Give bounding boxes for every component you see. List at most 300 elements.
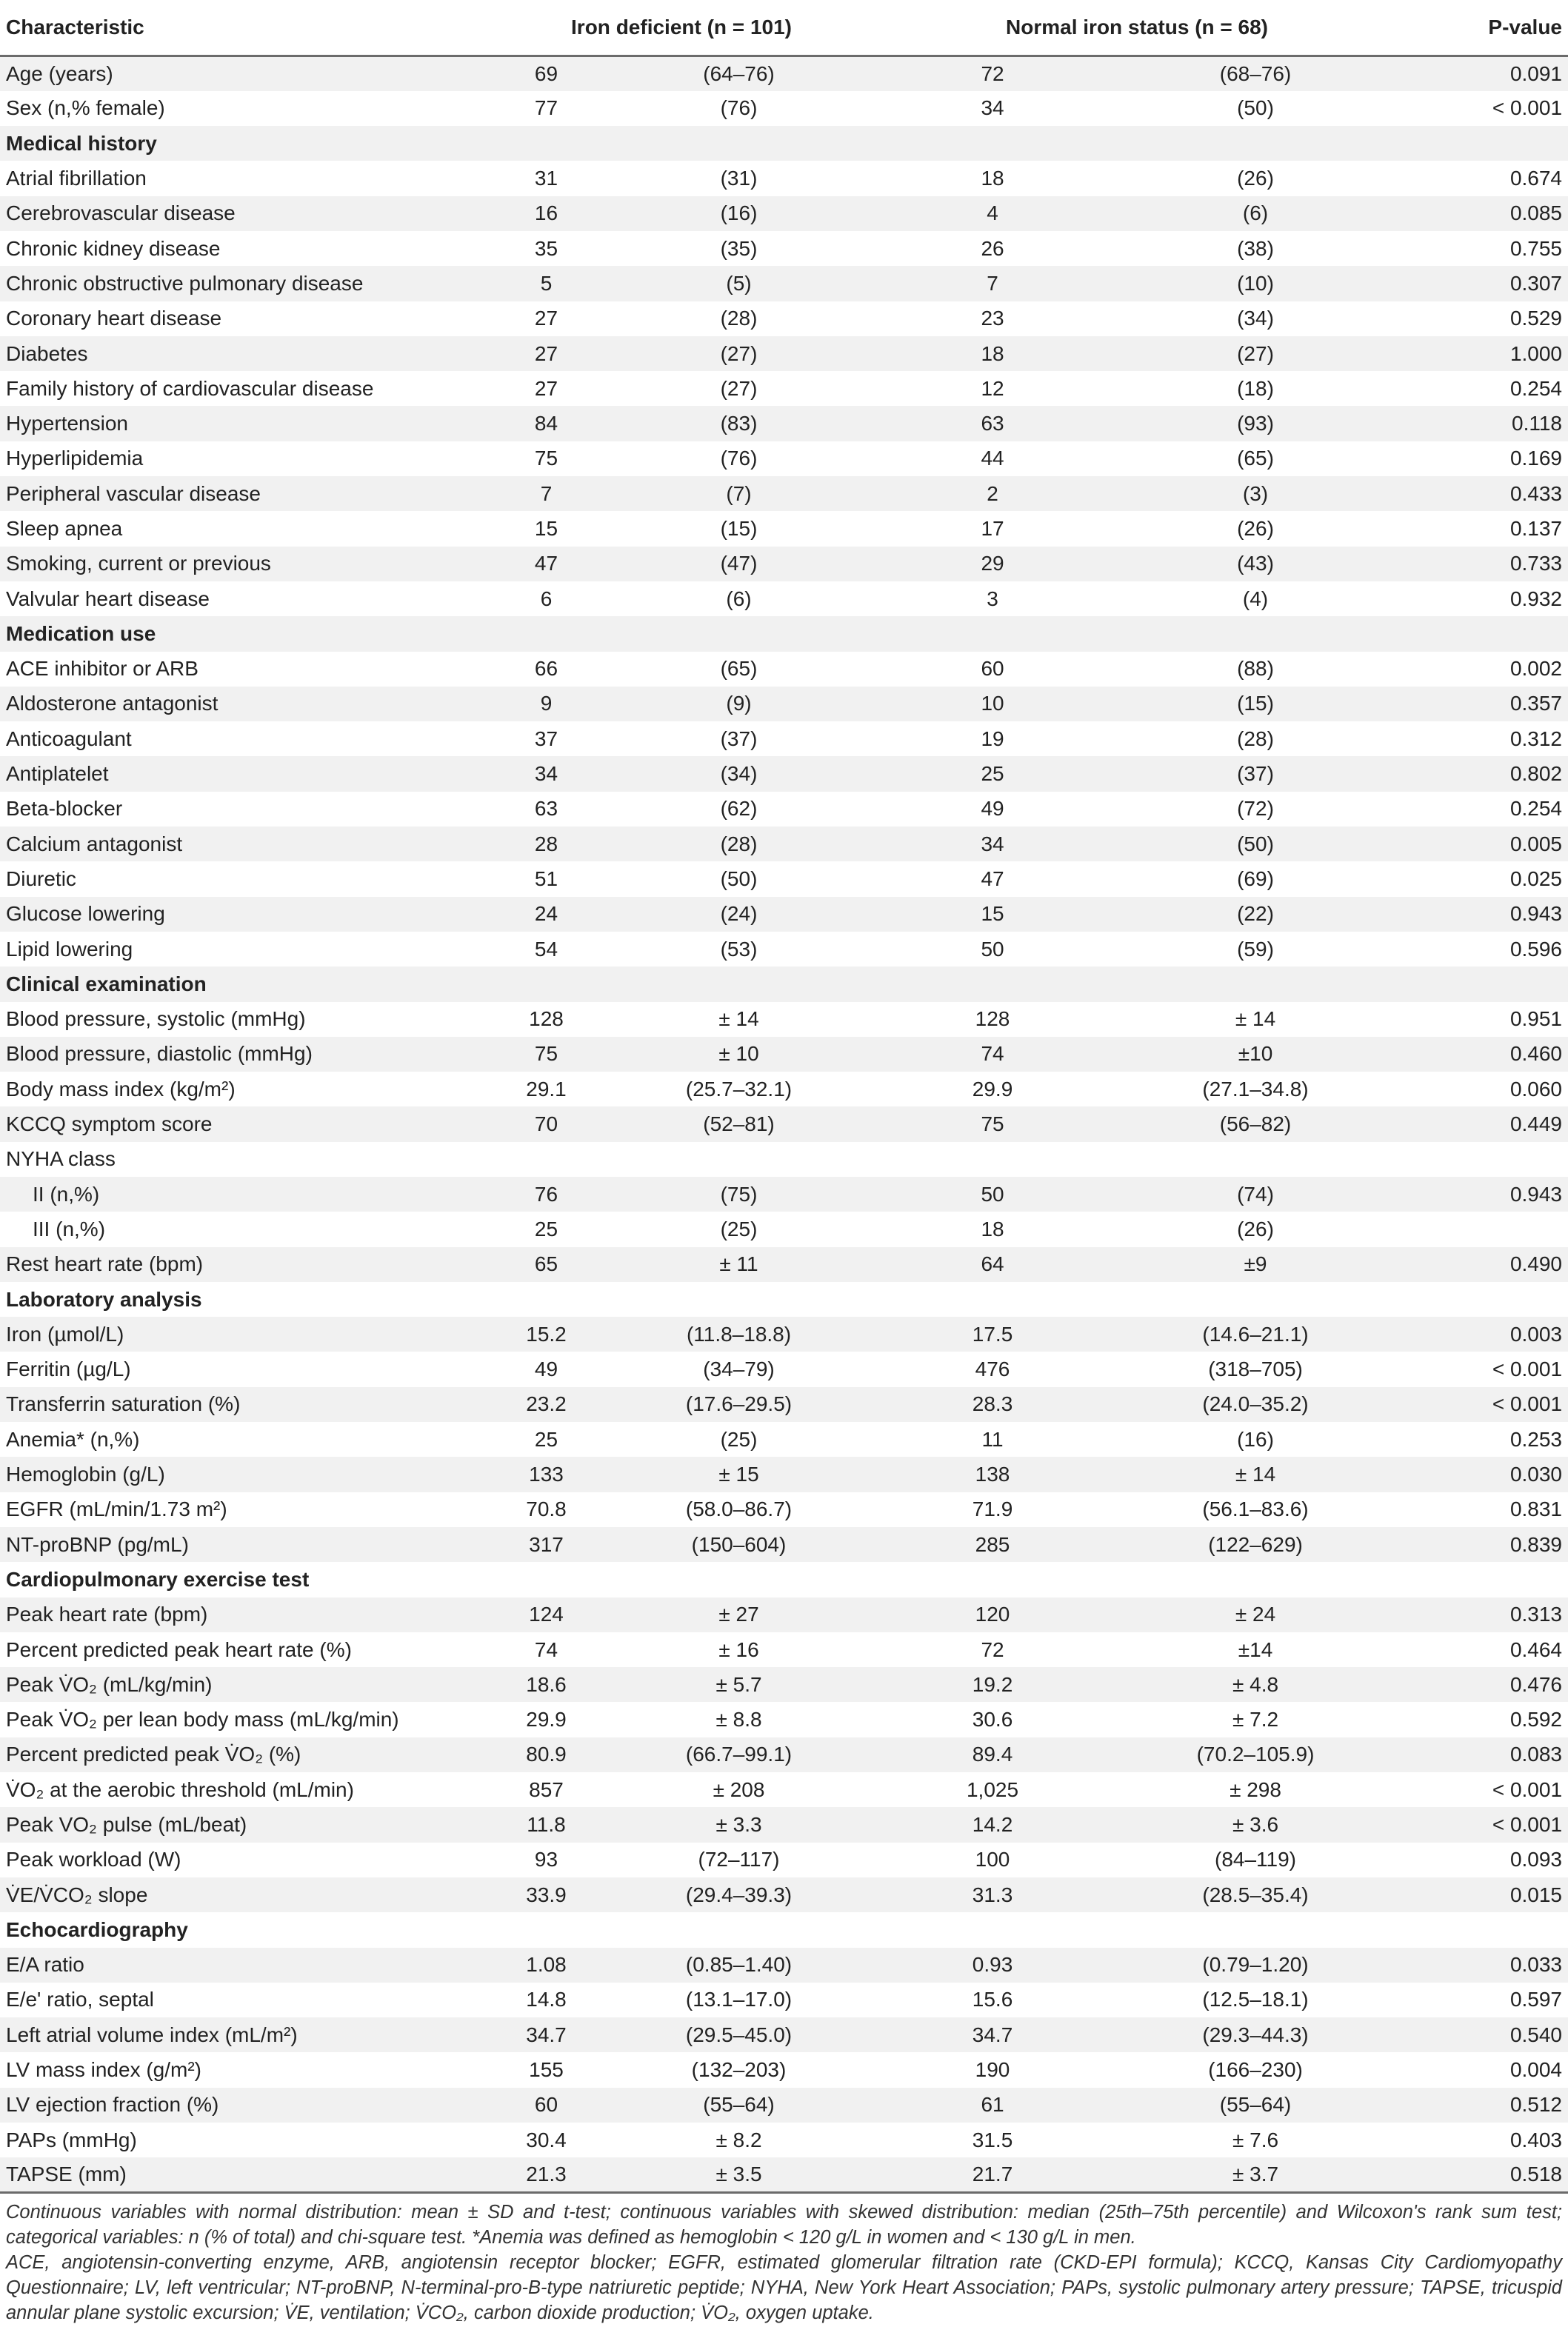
iron-deficient-value: 25: [489, 1422, 604, 1457]
row-label: NYHA class: [0, 1142, 489, 1177]
table-row: [0, 1737, 1568, 1772]
iron-deficient-spread: (58.0–86.7): [604, 1492, 874, 1527]
normal-iron-spread: ±9: [1111, 1247, 1400, 1282]
row-label: Medical history: [0, 126, 489, 161]
table-row: [0, 1212, 1568, 1246]
iron-deficient-spread: (47): [604, 547, 874, 581]
header-iron-deficient: Iron deficient (n = 101): [489, 0, 874, 56]
iron-deficient-spread: (34–79): [604, 1352, 874, 1386]
iron-deficient-spread: (9): [604, 687, 874, 721]
table-row: [0, 1247, 1568, 1282]
table-row: [0, 2157, 1568, 2192]
p-value: 0.004: [1400, 2052, 1568, 2087]
normal-iron-value: 49: [874, 792, 1111, 827]
p-value: 1.000: [1400, 336, 1568, 371]
iron-deficient-value: 75: [489, 1037, 604, 1072]
iron-deficient-value: 124: [489, 1597, 604, 1632]
normal-iron-value: 17: [874, 511, 1111, 546]
iron-deficient-value: 9: [489, 687, 604, 721]
iron-deficient-value: 63: [489, 792, 604, 827]
iron-deficient-spread: ± 8.8: [604, 1702, 874, 1737]
row-label: EGFR (mL/min/1.73 m²): [0, 1492, 489, 1527]
normal-iron-spread: (28): [1111, 721, 1400, 756]
normal-iron-spread: (24.0–35.2): [1111, 1387, 1400, 1422]
normal-iron-value: 3: [874, 581, 1111, 616]
iron-deficient-spread: (66.7–99.1): [604, 1737, 874, 1772]
iron-deficient-spread: (75): [604, 1177, 874, 1212]
iron-deficient-spread: (62): [604, 792, 874, 827]
iron-deficient-value: 69: [489, 56, 604, 91]
iron-deficient-value: 29.9: [489, 1702, 604, 1737]
normal-iron-value: 18: [874, 336, 1111, 371]
row-label: Left atrial volume index (mL/m²): [0, 2017, 489, 2052]
row-label: Chronic kidney disease: [0, 231, 489, 266]
iron-deficient-value: 35: [489, 231, 604, 266]
table-row: [0, 1457, 1568, 1492]
row-label: Diuretic: [0, 861, 489, 896]
iron-deficient-value: 29.1: [489, 1072, 604, 1106]
table-row: [0, 1142, 1568, 1177]
row-label: Coronary heart disease: [0, 301, 489, 336]
p-value: 0.015: [1400, 1877, 1568, 1912]
normal-iron-value: 138: [874, 1457, 1111, 1492]
row-label: E/A ratio: [0, 1948, 489, 1983]
iron-deficient-spread: (25): [604, 1212, 874, 1246]
row-label: Peak V̇O₂ (mL/kg/min): [0, 1667, 489, 1702]
section-row: [0, 1562, 1568, 1597]
row-label: Medication use: [0, 616, 489, 651]
iron-deficient-value: 128: [489, 1002, 604, 1037]
table-footnote: [0, 2194, 1568, 2325]
normal-iron-value: 34: [874, 91, 1111, 126]
table-row: [0, 1177, 1568, 1212]
normal-iron-value: 29.9: [874, 1072, 1111, 1106]
table-row: [0, 2123, 1568, 2157]
table-row: [0, 1072, 1568, 1106]
row-label: Percent predicted peak heart rate (%): [0, 1632, 489, 1667]
p-value: [1400, 1282, 1568, 1317]
p-value: 0.085: [1400, 196, 1568, 231]
iron-deficient-spread: [604, 1142, 874, 1177]
normal-iron-spread: (27.1–34.8): [1111, 1072, 1400, 1106]
row-label: Glucose lowering: [0, 897, 489, 932]
normal-iron-spread: ± 7.6: [1111, 2123, 1400, 2157]
normal-iron-value: 64: [874, 1247, 1111, 1282]
normal-iron-spread: (4): [1111, 581, 1400, 616]
normal-iron-spread: ± 14: [1111, 1457, 1400, 1492]
normal-iron-value: [874, 1912, 1111, 1947]
iron-deficient-spread: ± 27: [604, 1597, 874, 1632]
normal-iron-spread: (12.5–18.1): [1111, 1983, 1400, 2017]
row-label: Cerebrovascular disease: [0, 196, 489, 231]
table-row: [0, 1317, 1568, 1352]
p-value: 0.674: [1400, 161, 1568, 196]
iron-deficient-value: 24: [489, 897, 604, 932]
iron-deficient-value: 27: [489, 371, 604, 406]
iron-deficient-value: 18.6: [489, 1667, 604, 1702]
normal-iron-spread: (166–230): [1111, 2052, 1400, 2087]
iron-deficient-spread: (29.4–39.3): [604, 1877, 874, 1912]
table-row: [0, 547, 1568, 581]
iron-deficient-spread: (37): [604, 721, 874, 756]
iron-deficient-spread: [604, 1912, 874, 1947]
normal-iron-spread: (26): [1111, 161, 1400, 196]
p-value: 0.060: [1400, 1072, 1568, 1106]
table-row: [0, 336, 1568, 371]
iron-deficient-value: 77: [489, 91, 604, 126]
p-value: 0.596: [1400, 932, 1568, 966]
normal-iron-value: 14.2: [874, 1807, 1111, 1842]
normal-iron-value: 285: [874, 1527, 1111, 1562]
iron-deficient-spread: (27): [604, 336, 874, 371]
iron-deficient-spread: ± 14: [604, 1002, 874, 1037]
iron-deficient-value: 27: [489, 336, 604, 371]
normal-iron-spread: (65): [1111, 441, 1400, 476]
row-label: Iron (µmol/L): [0, 1317, 489, 1352]
normal-iron-spread: (0.79–1.20): [1111, 1948, 1400, 1983]
normal-iron-spread: [1111, 1282, 1400, 1317]
p-value: 0.464: [1400, 1632, 1568, 1667]
normal-iron-spread: (318–705): [1111, 1352, 1400, 1386]
normal-iron-spread: (74): [1111, 1177, 1400, 1212]
row-label: Rest heart rate (bpm): [0, 1247, 489, 1282]
iron-deficient-value: 28: [489, 827, 604, 861]
p-value: < 0.001: [1400, 1387, 1568, 1422]
normal-iron-value: 75: [874, 1106, 1111, 1141]
normal-iron-spread: [1111, 966, 1400, 1001]
p-value: 0.118: [1400, 406, 1568, 441]
normal-iron-value: 26: [874, 231, 1111, 266]
table-row: [0, 1632, 1568, 1667]
row-label: NT-proBNP (pg/mL): [0, 1527, 489, 1562]
p-value: 0.005: [1400, 827, 1568, 861]
header-characteristic: Characteristic: [0, 0, 489, 56]
iron-deficient-value: 15: [489, 511, 604, 546]
p-value: 0.025: [1400, 861, 1568, 896]
table-row: [0, 1843, 1568, 1877]
normal-iron-value: 34: [874, 827, 1111, 861]
iron-deficient-spread: (17.6–29.5): [604, 1387, 874, 1422]
table-row: [0, 1106, 1568, 1141]
row-label: Anticoagulant: [0, 721, 489, 756]
iron-deficient-value: 70.8: [489, 1492, 604, 1527]
iron-deficient-spread: (7): [604, 476, 874, 511]
row-label: Smoking, current or previous: [0, 547, 489, 581]
section-row: [0, 1282, 1568, 1317]
row-label: Cardiopulmonary exercise test: [0, 1562, 489, 1597]
table-row: [0, 1002, 1568, 1037]
row-label: Peak V̇O₂ per lean body mass (mL/kg/min): [0, 1702, 489, 1737]
row-label: Hemoglobin (g/L): [0, 1457, 489, 1492]
normal-iron-spread: (55–64): [1111, 2088, 1400, 2123]
table-row: [0, 476, 1568, 511]
normal-iron-spread: ± 298: [1111, 1772, 1400, 1807]
iron-deficient-spread: (76): [604, 441, 874, 476]
iron-deficient-spread: (76): [604, 91, 874, 126]
iron-deficient-spread: (6): [604, 581, 874, 616]
table-body: [0, 56, 1568, 2193]
p-value: < 0.001: [1400, 91, 1568, 126]
iron-deficient-spread: (31): [604, 161, 874, 196]
normal-iron-value: 120: [874, 1597, 1111, 1632]
iron-deficient-spread: (28): [604, 301, 874, 336]
normal-iron-value: 18: [874, 161, 1111, 196]
normal-iron-value: 25: [874, 756, 1111, 791]
iron-deficient-spread: (52–81): [604, 1106, 874, 1141]
normal-iron-value: 12: [874, 371, 1111, 406]
p-value: 0.083: [1400, 1737, 1568, 1772]
iron-deficient-spread: (35): [604, 231, 874, 266]
iron-deficient-spread: (132–203): [604, 2052, 874, 2087]
p-value: 0.033: [1400, 1948, 1568, 1983]
p-value: [1400, 1212, 1568, 1246]
normal-iron-value: 15: [874, 897, 1111, 932]
iron-deficient-value: 155: [489, 2052, 604, 2087]
row-label: II (n,%): [0, 1177, 489, 1212]
p-value: < 0.001: [1400, 1352, 1568, 1386]
table-row: [0, 371, 1568, 406]
iron-deficient-value: 133: [489, 1457, 604, 1492]
normal-iron-value: 1,025: [874, 1772, 1111, 1807]
iron-deficient-value: 60: [489, 2088, 604, 2123]
normal-iron-value: 31.5: [874, 2123, 1111, 2157]
iron-deficient-spread: ± 208: [604, 1772, 874, 1807]
row-label: Peak workload (W): [0, 1843, 489, 1877]
normal-iron-value: 50: [874, 932, 1111, 966]
section-row: [0, 126, 1568, 161]
table-row: [0, 1597, 1568, 1632]
row-label: TAPSE (mm): [0, 2157, 489, 2192]
p-value: 0.460: [1400, 1037, 1568, 1072]
table-row: [0, 2017, 1568, 2052]
normal-iron-value: [874, 616, 1111, 651]
p-value: [1400, 966, 1568, 1001]
footnote-statistics: Continuous variables with normal distribution: mean ± SD and t-test; continuous variables with skewed distribution: median (25th–75th percentile) and Wilcoxon's rank sum test; categorical variables: n (% of total) and chi-square test. *Anemia was defined as hemoglobin < 120 g/L in women and < 130 g/L in men.: [6, 2202, 1562, 2248]
p-value: < 0.001: [1400, 1807, 1568, 1842]
p-value: 0.002: [1400, 652, 1568, 687]
p-value: 0.512: [1400, 2088, 1568, 2123]
p-value: 0.403: [1400, 2123, 1568, 2157]
p-value: 0.253: [1400, 1422, 1568, 1457]
footnote-abbreviations: ACE, angiotensin-converting enzyme, ARB, angiotensin receptor blocker; EGFR, estimated glomerular filtration rate (CKD-EPI formula); KCCQ, Kansas City Cardiomyopathy Questionnaire; LV, left ventricular; NT-proBNP, N-terminal-pro-B-type natriuretic peptide; NYHA, New York Heart Association; PAPs, systolic pulmonary artery pressure; TAPSE, tricuspid annular plane systolic excursion; V̇E, ventilation; V̇CO₂, carbon dioxide production; V̇O₂, oxygen uptake.: [6, 2252, 1562, 2324]
row-label: Family history of cardiovascular disease: [0, 371, 489, 406]
normal-iron-spread: (68–76): [1111, 56, 1400, 91]
iron-deficient-value: 75: [489, 441, 604, 476]
normal-iron-value: 2: [874, 476, 1111, 511]
p-value: 0.254: [1400, 792, 1568, 827]
normal-iron-value: 60: [874, 652, 1111, 687]
normal-iron-value: 19.2: [874, 1667, 1111, 1702]
normal-iron-spread: (56–82): [1111, 1106, 1400, 1141]
iron-deficient-value: [489, 1562, 604, 1597]
normal-iron-value: 23: [874, 301, 1111, 336]
normal-iron-spread: (16): [1111, 1422, 1400, 1457]
normal-iron-value: 4: [874, 196, 1111, 231]
normal-iron-value: 44: [874, 441, 1111, 476]
iron-deficient-value: [489, 1142, 604, 1177]
header-p-value: P-value: [1400, 0, 1568, 56]
p-value: 0.030: [1400, 1457, 1568, 1492]
table-row: [0, 792, 1568, 827]
normal-iron-value: 30.6: [874, 1702, 1111, 1737]
iron-deficient-value: 21.3: [489, 2157, 604, 2192]
p-value: 0.449: [1400, 1106, 1568, 1141]
normal-iron-value: 7: [874, 266, 1111, 301]
p-value: 0.755: [1400, 231, 1568, 266]
p-value: 0.003: [1400, 1317, 1568, 1352]
iron-deficient-spread: ± 3.3: [604, 1807, 874, 1842]
table-row: [0, 1422, 1568, 1457]
iron-deficient-spread: ± 16: [604, 1632, 874, 1667]
row-label: V̇E/V̇CO₂ slope: [0, 1877, 489, 1912]
normal-iron-value: [874, 966, 1111, 1001]
normal-iron-spread: (14.6–21.1): [1111, 1317, 1400, 1352]
table-row: [0, 1877, 1568, 1912]
table-row: [0, 581, 1568, 616]
iron-deficient-value: 47: [489, 547, 604, 581]
normal-iron-value: 128: [874, 1002, 1111, 1037]
table-row: [0, 652, 1568, 687]
table-row: [0, 2052, 1568, 2087]
p-value: 0.943: [1400, 1177, 1568, 1212]
table-row: [0, 196, 1568, 231]
row-label: Blood pressure, diastolic (mmHg): [0, 1037, 489, 1072]
normal-iron-value: 11: [874, 1422, 1111, 1457]
table-row: [0, 441, 1568, 476]
iron-deficient-spread: ± 5.7: [604, 1667, 874, 1702]
table-row: [0, 91, 1568, 126]
iron-deficient-value: 5: [489, 266, 604, 301]
iron-deficient-value: [489, 126, 604, 161]
normal-iron-spread: (22): [1111, 897, 1400, 932]
row-label: Anemia* (n,%): [0, 1422, 489, 1457]
iron-deficient-value: [489, 616, 604, 651]
iron-deficient-value: [489, 1282, 604, 1317]
row-label: E/e' ratio, septal: [0, 1983, 489, 2017]
iron-deficient-spread: (83): [604, 406, 874, 441]
p-value: 0.137: [1400, 511, 1568, 546]
normal-iron-value: 89.4: [874, 1737, 1111, 1772]
row-label: Antiplatelet: [0, 756, 489, 791]
iron-deficient-value: 76: [489, 1177, 604, 1212]
row-label: ACE inhibitor or ARB: [0, 652, 489, 687]
row-label: III (n,%): [0, 1212, 489, 1246]
p-value: [1400, 616, 1568, 651]
table-row: [0, 161, 1568, 196]
iron-deficient-spread: (5): [604, 266, 874, 301]
normal-iron-value: 15.6: [874, 1983, 1111, 2017]
normal-iron-value: [874, 1562, 1111, 1597]
table-row: [0, 1983, 1568, 2017]
iron-deficient-spread: (29.5–45.0): [604, 2017, 874, 2052]
normal-iron-spread: ± 4.8: [1111, 1667, 1400, 1702]
normal-iron-spread: (18): [1111, 371, 1400, 406]
iron-deficient-spread: [604, 966, 874, 1001]
row-label: Hyperlipidemia: [0, 441, 489, 476]
iron-deficient-value: 74: [489, 1632, 604, 1667]
p-value: 0.093: [1400, 1843, 1568, 1877]
normal-iron-value: 476: [874, 1352, 1111, 1386]
normal-iron-spread: (50): [1111, 827, 1400, 861]
iron-deficient-value: 6: [489, 581, 604, 616]
p-value: 0.839: [1400, 1527, 1568, 1562]
row-label: Beta-blocker: [0, 792, 489, 827]
table-row: [0, 406, 1568, 441]
normal-iron-spread: [1111, 1912, 1400, 1947]
iron-deficient-spread: (50): [604, 861, 874, 896]
row-label: PAPs (mmHg): [0, 2123, 489, 2157]
iron-deficient-value: 11.8: [489, 1807, 604, 1842]
table-row: [0, 1037, 1568, 1072]
table-row: [0, 56, 1568, 91]
row-label: LV ejection fraction (%): [0, 2088, 489, 2123]
iron-deficient-value: 857: [489, 1772, 604, 1807]
p-value: 0.951: [1400, 1002, 1568, 1037]
normal-iron-value: 50: [874, 1177, 1111, 1212]
iron-deficient-value: 34.7: [489, 2017, 604, 2052]
normal-iron-spread: (84–119): [1111, 1843, 1400, 1877]
iron-deficient-spread: ± 11: [604, 1247, 874, 1282]
iron-deficient-spread: [604, 1282, 874, 1317]
iron-deficient-value: 31: [489, 161, 604, 196]
iron-deficient-value: 49: [489, 1352, 604, 1386]
normal-iron-spread: (59): [1111, 932, 1400, 966]
normal-iron-spread: (27): [1111, 336, 1400, 371]
p-value: 0.313: [1400, 1597, 1568, 1632]
row-label: Echocardiography: [0, 1912, 489, 1947]
normal-iron-spread: [1111, 616, 1400, 651]
normal-iron-value: 34.7: [874, 2017, 1111, 2052]
table-row: [0, 231, 1568, 266]
row-label: Lipid lowering: [0, 932, 489, 966]
table-row: [0, 1807, 1568, 1842]
normal-iron-spread: ± 24: [1111, 1597, 1400, 1632]
row-label: Chronic obstructive pulmonary disease: [0, 266, 489, 301]
iron-deficient-spread: (24): [604, 897, 874, 932]
row-label: Peripheral vascular disease: [0, 476, 489, 511]
row-label: Sex (n,% female): [0, 91, 489, 126]
normal-iron-value: 100: [874, 1843, 1111, 1877]
table-row: [0, 932, 1568, 966]
iron-deficient-value: [489, 1912, 604, 1947]
table-row: [0, 1492, 1568, 1527]
normal-iron-spread: (50): [1111, 91, 1400, 126]
iron-deficient-spread: (11.8–18.8): [604, 1317, 874, 1352]
p-value: 0.592: [1400, 1702, 1568, 1737]
iron-deficient-spread: (34): [604, 756, 874, 791]
iron-deficient-spread: (15): [604, 511, 874, 546]
normal-iron-value: 29: [874, 547, 1111, 581]
normal-iron-value: 10: [874, 687, 1111, 721]
normal-iron-value: 72: [874, 1632, 1111, 1667]
iron-deficient-spread: (25): [604, 1422, 874, 1457]
iron-deficient-value: 54: [489, 932, 604, 966]
p-value: 0.169: [1400, 441, 1568, 476]
iron-deficient-spread: [604, 126, 874, 161]
table-row: [0, 511, 1568, 546]
p-value: < 0.001: [1400, 1772, 1568, 1807]
iron-deficient-spread: (65): [604, 652, 874, 687]
row-label: Atrial fibrillation: [0, 161, 489, 196]
iron-deficient-spread: ± 3.5: [604, 2157, 874, 2192]
normal-iron-spread: [1111, 126, 1400, 161]
normal-iron-spread: (43): [1111, 547, 1400, 581]
normal-iron-spread: (93): [1111, 406, 1400, 441]
p-value: 0.433: [1400, 476, 1568, 511]
normal-iron-spread: (34): [1111, 301, 1400, 336]
p-value: 0.802: [1400, 756, 1568, 791]
iron-deficient-spread: (72–117): [604, 1843, 874, 1877]
